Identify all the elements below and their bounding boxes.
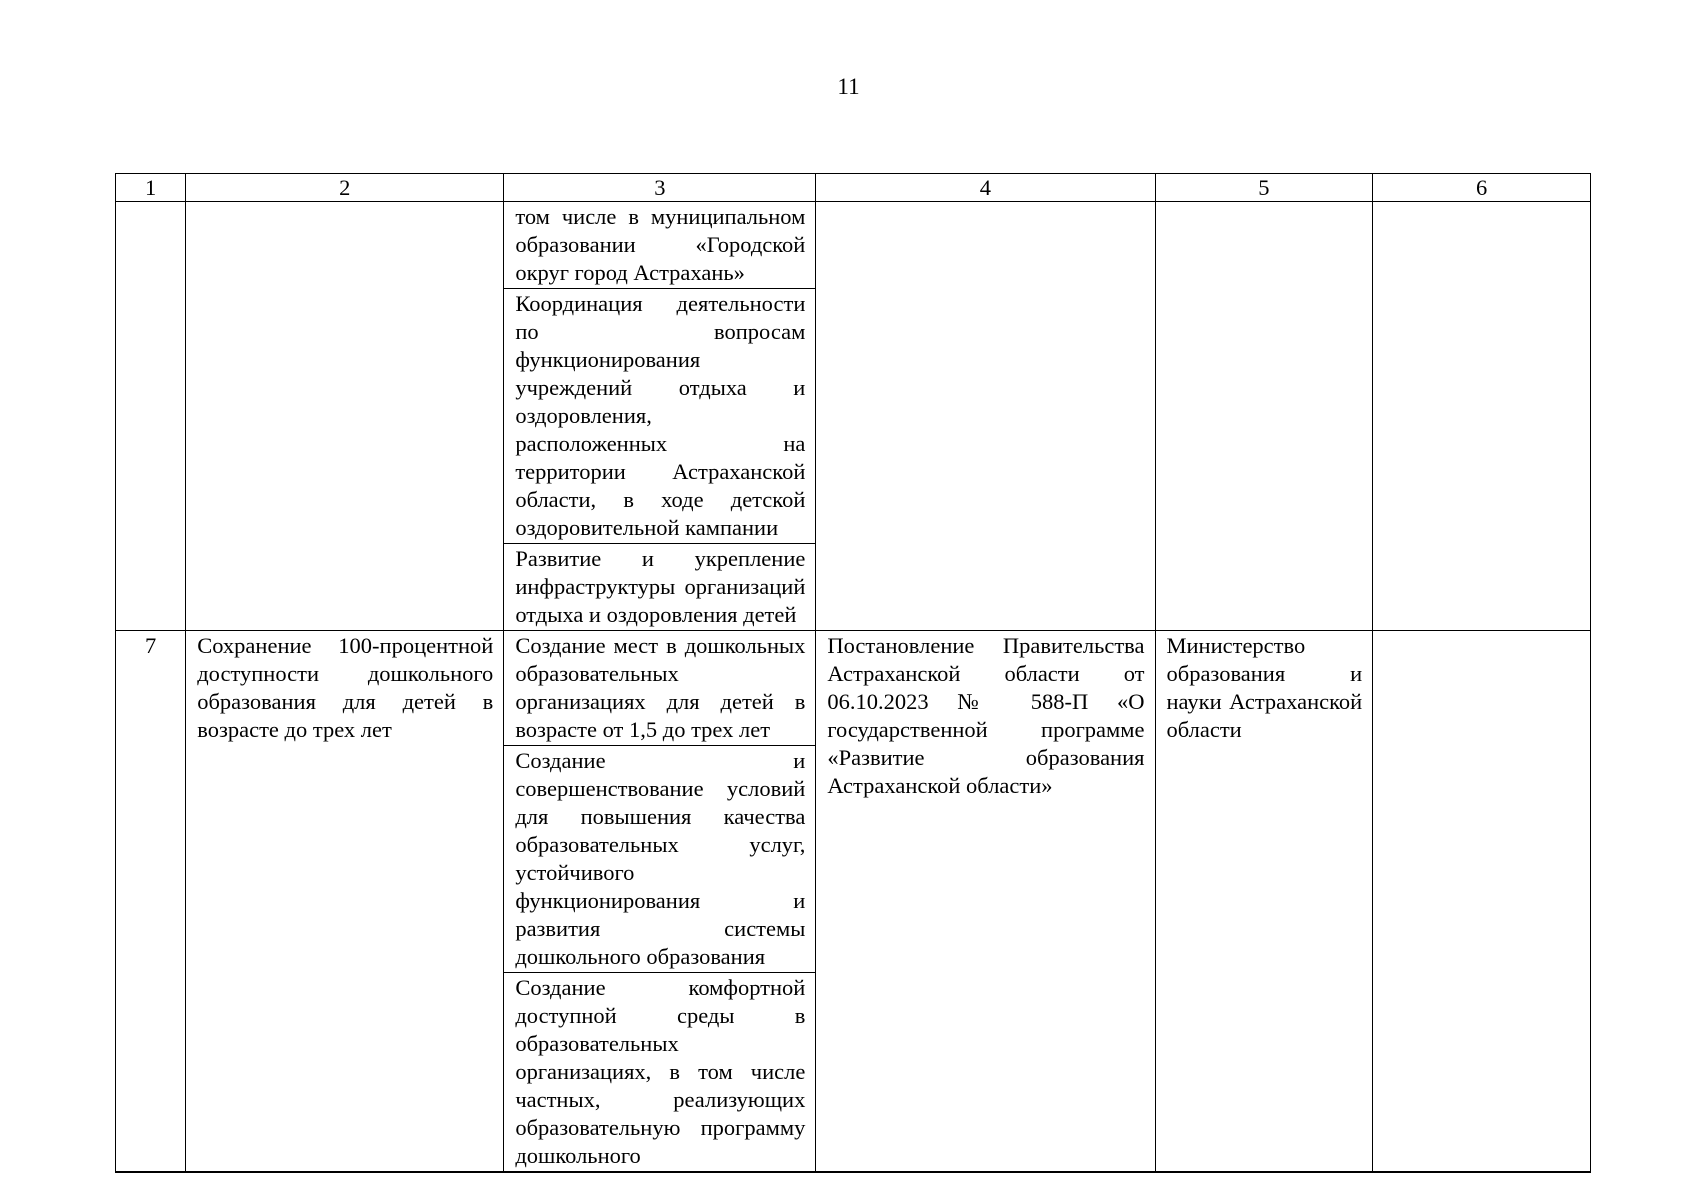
document-text: Постановление Правительства Астраханской области от 06.10.2023 № 588-П «О государственной программе «Развитие образования Астраханской области»	[827, 633, 1145, 798]
row-number-cell	[116, 202, 186, 631]
task-text	[186, 202, 503, 204]
task-cell	[186, 202, 504, 631]
responsible-cell	[1155, 202, 1373, 631]
row-number-cell	[116, 631, 186, 1173]
measure-item: том числе в муниципальном образовании «Городской округ город Астрахань»	[515, 204, 806, 285]
table-row	[116, 631, 1591, 1173]
page-number: 11	[837, 74, 860, 99]
measure-item: Создание и совершенствование условий для повышения качества образовательных услуг, устойчивого функционирования и развития системы дошкольного образования	[504, 745, 815, 972]
measure-item: Создание мест в дошкольных образовательных организациях для детей в возрасте от 1,5 до трех лет	[515, 633, 806, 742]
col6-cell	[1373, 631, 1591, 1173]
document-text	[816, 202, 1154, 204]
header-col-6: 6	[1373, 174, 1591, 202]
task-text: Сохранение 100-процентной доступности дошкольного образования для детей в возрасте до трех лет	[197, 633, 494, 742]
header-row	[116, 174, 1591, 202]
task-cell	[186, 631, 504, 1173]
measures-cell	[504, 202, 816, 631]
header-col-5: 5	[1155, 174, 1373, 202]
col6-text	[1373, 202, 1590, 204]
document-cell	[816, 202, 1155, 631]
col6-cell	[1373, 202, 1591, 631]
measure-item: Координация деятельности по вопросам функционирования учреждений отдыха и оздоровления, расположенных на территории Астраханской области, в ходе детской оздоровительной кампании	[504, 288, 815, 543]
row-number	[116, 202, 185, 203]
row-number: 7	[144, 633, 157, 658]
col6-text	[1373, 631, 1590, 633]
measure-item: Развитие и укрепление инфраструктуры организаций отдыха и оздоровления детей	[504, 543, 815, 630]
header-col-2: 2	[186, 174, 504, 202]
responsible-cell	[1155, 631, 1373, 1173]
header-col-1: 1	[116, 174, 186, 202]
table-row	[116, 202, 1591, 631]
responsible-text: Министерство образования и науки Астраханской области	[1166, 633, 1363, 742]
measures-table	[115, 173, 1591, 1173]
measure-item: Создание комфортной доступной среды в образовательных организациях, в том числе частных, реализующих образовательную программу дошкольного	[504, 972, 815, 1171]
header-col-3: 3	[504, 174, 816, 202]
document-cell	[816, 631, 1155, 1173]
measures-cell	[504, 631, 816, 1173]
responsible-text	[1156, 202, 1373, 204]
header-col-4: 4	[816, 174, 1155, 202]
